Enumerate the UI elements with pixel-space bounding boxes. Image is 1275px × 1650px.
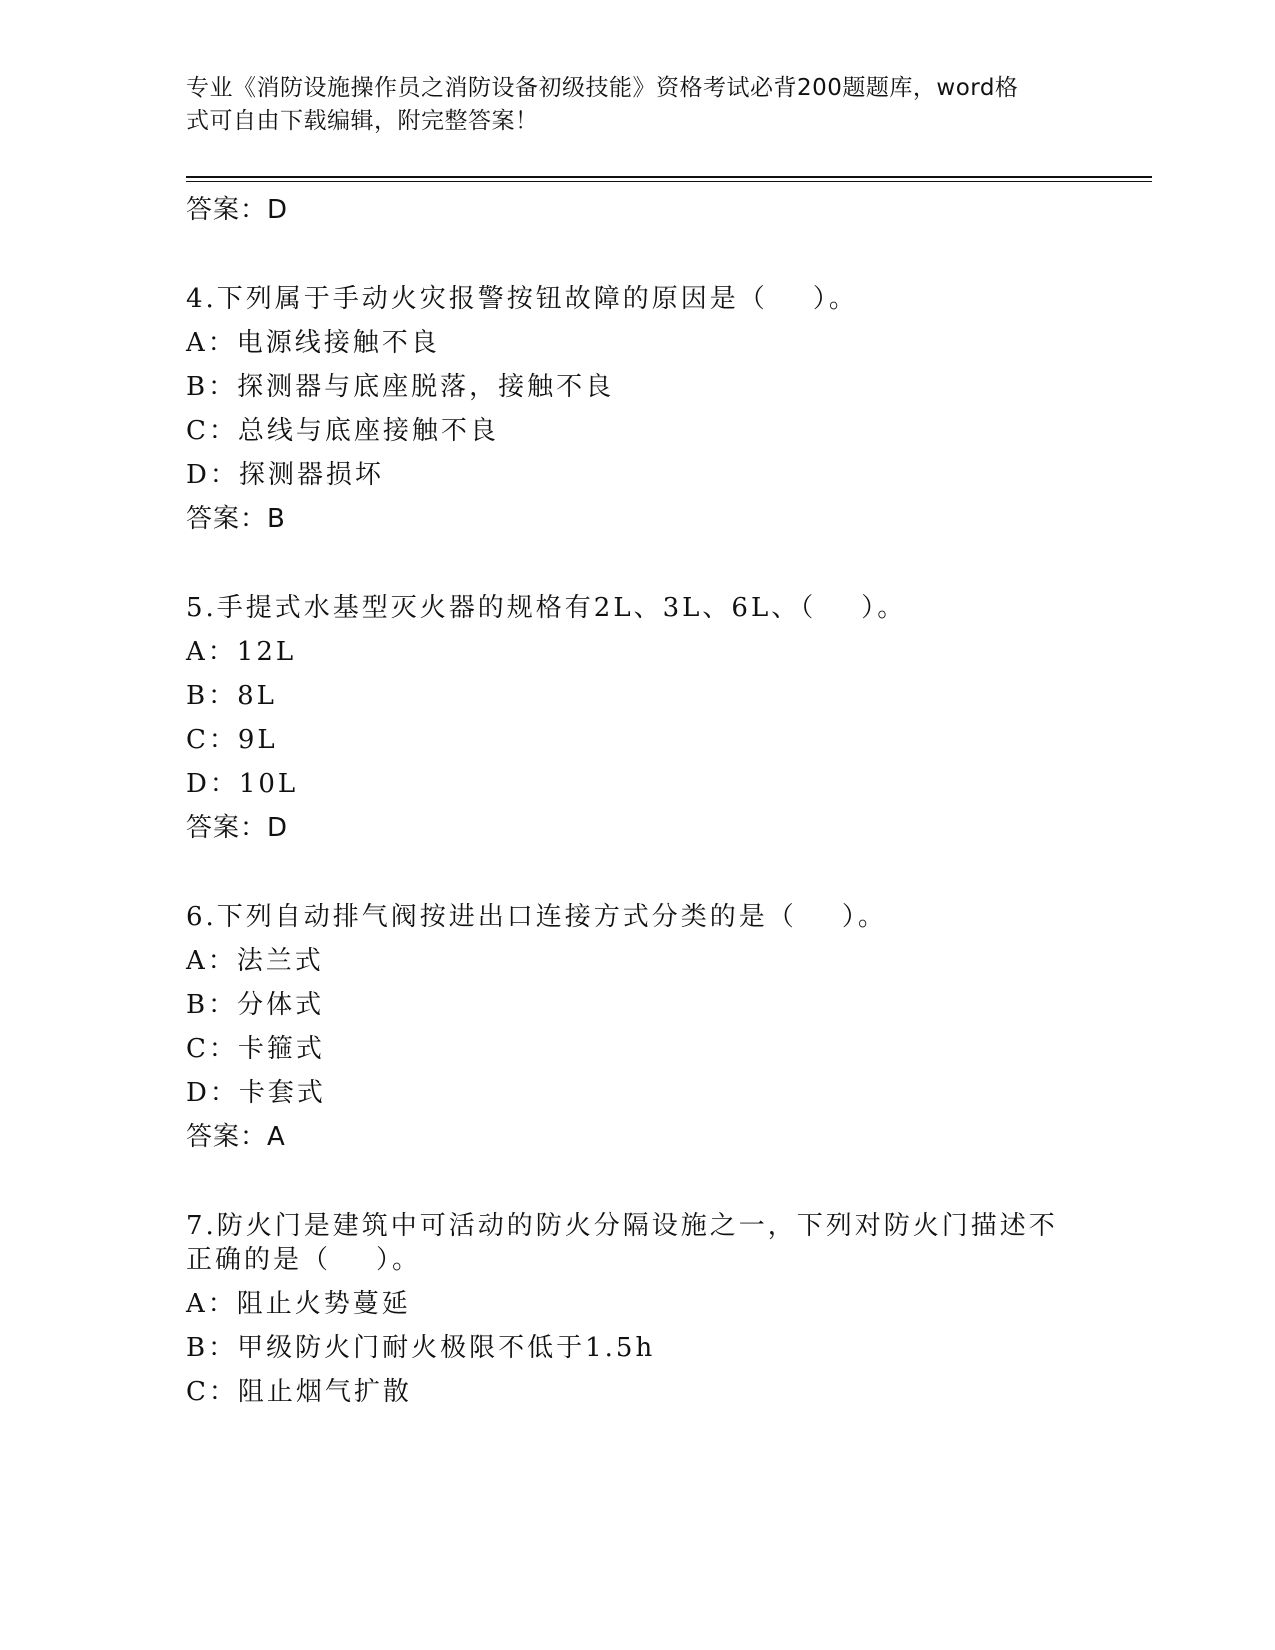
answer-label: 答案：A bbox=[186, 1122, 286, 1152]
question-4 bbox=[186, 282, 1086, 536]
option-c: C：总线与底座接触不良 bbox=[186, 416, 499, 446]
answer-label: 答案：B bbox=[186, 504, 286, 534]
option-a: A：12L bbox=[186, 637, 297, 667]
option-b: B：甲级防火门耐火极限不低于1.5h bbox=[186, 1333, 656, 1363]
option-a: A：法兰式 bbox=[186, 946, 324, 976]
option-d: D：探测器损坏 bbox=[186, 460, 384, 490]
option-a: A：阻止火势蔓延 bbox=[186, 1289, 411, 1319]
answer-label: 答案：D bbox=[186, 813, 289, 843]
question-title-line-1: 7.防火门是建筑中可活动的防火分隔设施之一，下列对防火门描述不 bbox=[186, 1211, 1058, 1241]
document-header bbox=[186, 72, 1066, 138]
question-7 bbox=[186, 1209, 1086, 1409]
header-line-1: 专业《消防设施操作员之消防设备初级技能》资格考试必背200题题库，word格 bbox=[186, 75, 1019, 101]
option-c: C：9L bbox=[186, 725, 278, 755]
question-list bbox=[186, 193, 1086, 1464]
question-title: 6.下列自动排气阀按进出口连接方式分类的是（ ）。 bbox=[186, 902, 887, 932]
question-title: 5.手提式水基型灭火器的规格有2L、3L、6L、（ ）。 bbox=[186, 593, 907, 623]
option-b: B：分体式 bbox=[186, 990, 325, 1020]
answer-label: 答案：D bbox=[186, 195, 289, 225]
header-line-2: 式可自由下载编辑，附完整答案！ bbox=[186, 108, 539, 134]
option-b: B：探测器与底座脱落，接触不良 bbox=[186, 372, 615, 402]
question-5 bbox=[186, 591, 1086, 845]
header-divider bbox=[186, 176, 1152, 182]
option-a: A：电源线接触不良 bbox=[186, 328, 440, 358]
question-6 bbox=[186, 900, 1086, 1154]
option-d: D：10L bbox=[186, 769, 299, 799]
option-c: C：阻止烟气扩散 bbox=[186, 1377, 412, 1407]
question-title-line-2: 正确的是（ ）。 bbox=[186, 1245, 422, 1275]
option-d: D：卡套式 bbox=[186, 1078, 326, 1108]
question-title: 4.下列属于手动火灾报警按钮故障的原因是（ ）。 bbox=[186, 284, 858, 314]
option-b: B：8L bbox=[186, 681, 277, 711]
option-c: C：卡箍式 bbox=[186, 1034, 325, 1064]
